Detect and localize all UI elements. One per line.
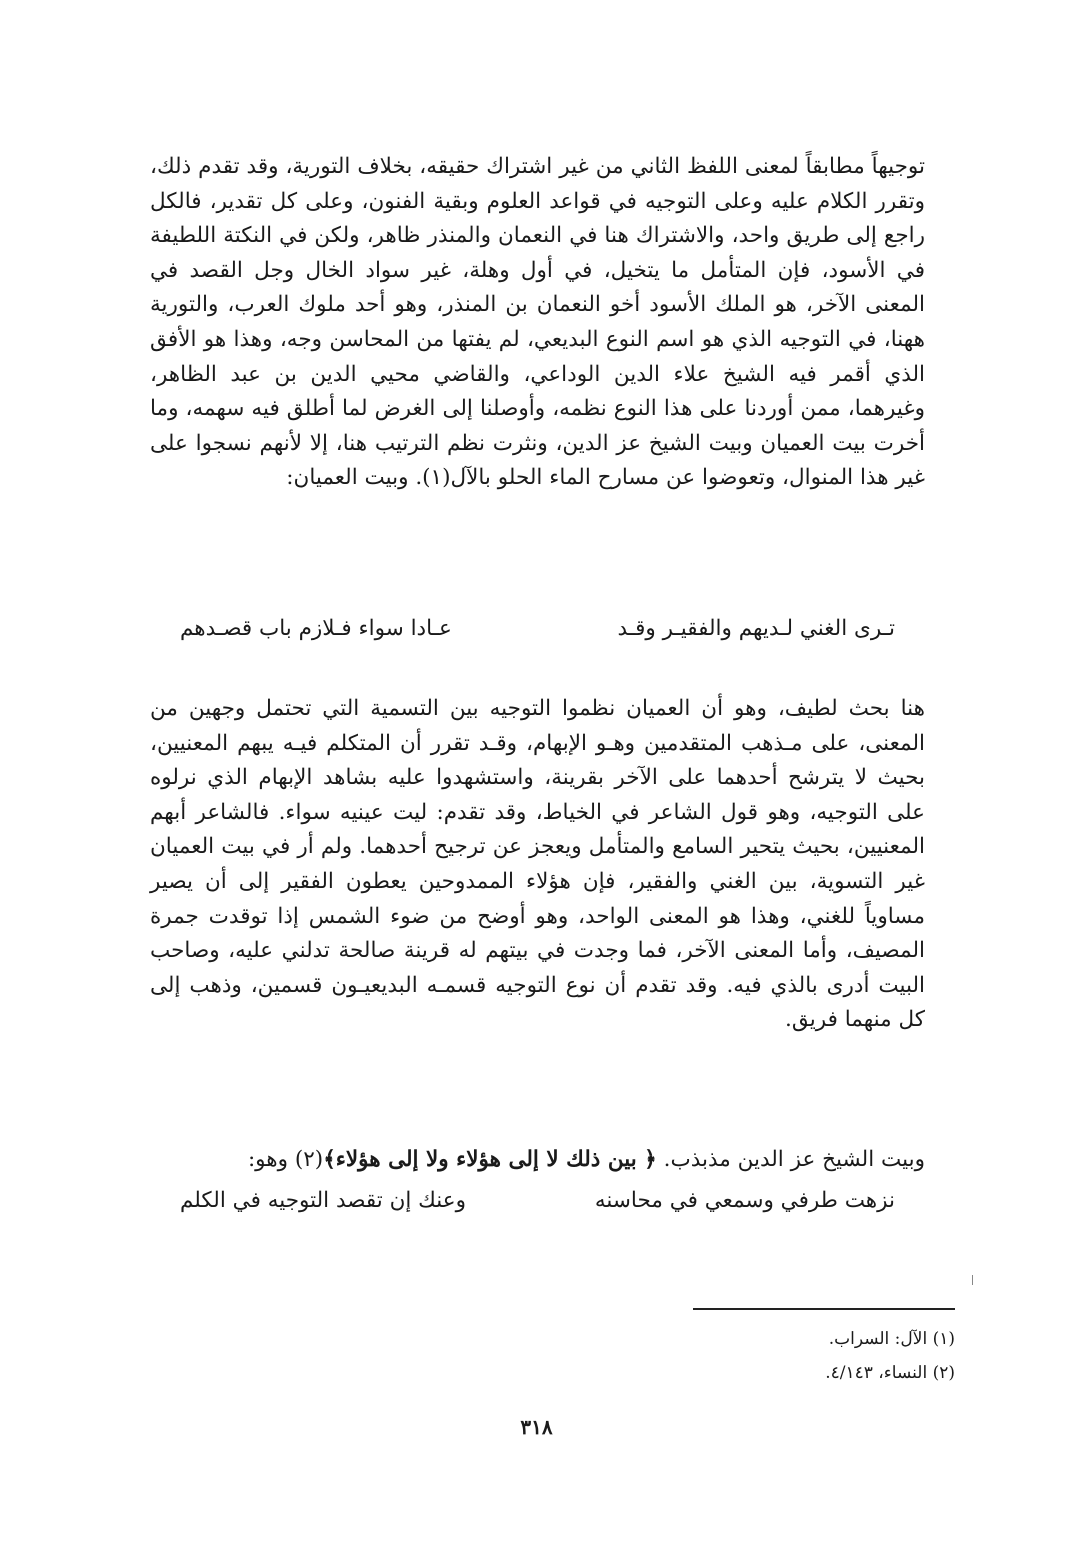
- verse-1: [180, 616, 895, 641]
- paragraph-1-text: توجيهاً مطابقاً لمعنى اللفظ الثاني من غير اشتراك حقيقه، بخلاف التورية، وقد تقدم ذلك، وتقرر الكلام عليه وعلى التوجيه في قواعد العلوم وبقية الفنون، وعلى كل تقدير، فالكل راجع إلى طريق واحد، والاشتراك هنا في النعمان والمنذر ظاهر، ولكن في النكتة اللطيفة في الأسود، فإن المتأمل ما يتخيل، في أول وهلة، غير سواد الخال وجل القصد في المعنى الآخر، هو الملك الأسود أخو النعمان بن المنذر، وهو أحد ملوك العرب، والتورية ههنا، في التوجيه الذي هو اسم النوع البديعي، لم يفتها من المحاسن وجه، وهذا هو الأفق الذي أقمر فيه الشيخ علاء الدين الوداعي، والقاضي محيي الدين بن عبد الظاهر، وغيرهما، ممن أوردنا على هذا النوع نظمه، وأوصلنا إلى الغرض لما أطلق فيه سهمه، وما أخرت بيت العميان وبيت الشيخ عز الدين، ونثرت نظم الترتيب هنا، إلا لأنهم نسجوا على غير هذا المنوال، وتعوضوا عن مسارح الماء الحلو بالآل(١). وبيت العميان:: [150, 154, 925, 491]
- footnote-1: (١) الآل: السراب.: [828, 1329, 955, 1349]
- paragraph-1: [150, 150, 925, 496]
- footnote-divider: [693, 1308, 955, 1310]
- verse-2-first-hemistich: نزهت طرفي وسمعي في محاسنه: [594, 1188, 895, 1213]
- quran-quote: ﴿ بين ذلك لا إلى هؤلاء ولا إلى هؤلاء﴾: [323, 1147, 657, 1172]
- margin-mark: [972, 1275, 973, 1285]
- paragraph-3: [150, 1143, 925, 1177]
- paragraph-2-text: هنا بحث لطيف، وهو أن العميان نظموا التوجيه بين التسمية التي تحتمل وجهين من المعنى، على مـذهب المتقدمين وهـو الإبهام، وقـد تقرر أن المتكلم فيـه يبهم المعنيين، بحيث لا يترشح أحدهما على الآخر بقرينة، واستشهدوا عليه بشاهد الإبهام الذي نرلوه على التوجيه، وهو قول الشاعر في الخياط، وقد تقدم: ليت عينيه سواء. فالشاعر أبهم المعنيين، بحيث يتحير السامع والمتأمل ويعجز عن ترجيح أحدهما. ولم أر في بيت العميان غير التسوية، بين الغني والفقير، فإن هؤلاء الممدوحين يعطون الفقير إلى أن يصير مساوياً للغني، وهذا هو المعنى الواحد، وهو أوضح من ضوء الشمس إذا توقدت جمرة المصيف، وأما المعنى الآخر، فما وجدت في بيتهم له قرينة صالحة تدلني عليه، وصاحب البيت أدرى بالذي فيه. وقد تقدم أن نوع التوجيه قسمـه البديعيـون قسمين، وذهب إلى كل منهما فريق.: [150, 696, 925, 1033]
- paragraph-3-before-quote: وبيت الشيخ عز الدين مذبذب.: [656, 1147, 925, 1172]
- footnote-2: (٢) النساء، ٤/١٤٣.: [825, 1363, 955, 1383]
- verse-2-second-hemistich: وعنك إن تقصد التوجيه في الكلم: [180, 1188, 466, 1213]
- paragraph-2: [150, 692, 925, 1038]
- paragraph-3-text: [150, 1143, 925, 1177]
- verse-2: [180, 1188, 895, 1213]
- page-number: ٣١٨: [520, 1415, 553, 1439]
- verse-1-second-hemistich: عـادا سواء فـلازم باب قصـدهم: [180, 616, 452, 641]
- paragraph-3-after-quote: (٢) وهو:: [247, 1147, 324, 1172]
- verse-1-first-hemistich: تـرى الغني لـديهم والفقيـر وقـد: [617, 616, 895, 641]
- footnotes: [600, 1322, 955, 1390]
